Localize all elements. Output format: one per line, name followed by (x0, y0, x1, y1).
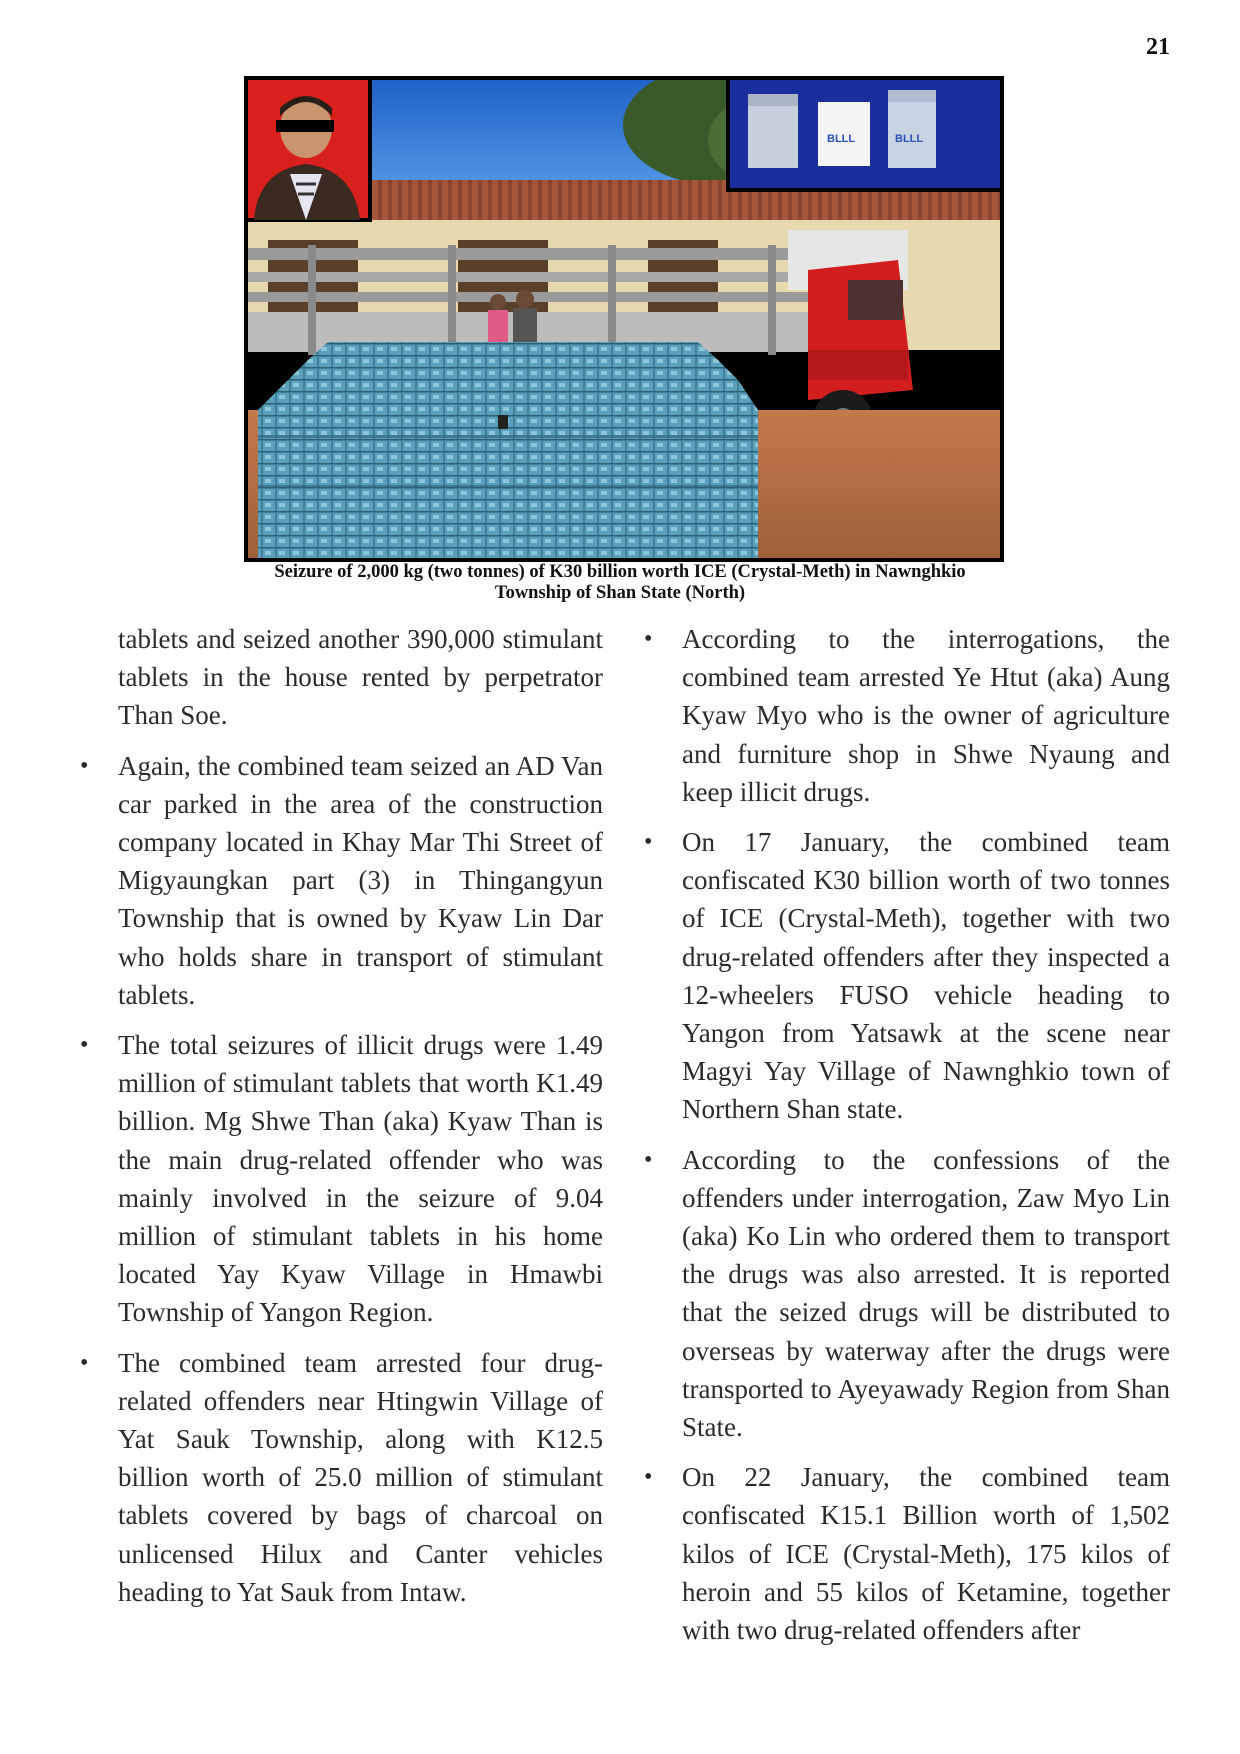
figure-caption (170, 562, 1070, 604)
left-column (80, 620, 603, 1611)
bullet-item: • According to the interrogations, the combined team arrested Ye Htut (aka) Aung Kyaw Myo who is the owner of agriculture and furniture shop in Shwe Nyaung and keep illicit drugs. (644, 620, 1170, 811)
seizure-photo (244, 76, 1004, 562)
bullet-item: • Again, the combined team seized an AD Van car parked in the area of the construction company located in Khay Mar Thi Street of Migyaungkan part (3) in Thingangyun Township that is owned by Kyaw Lin Dar who holds share in transport of stimulant tablets. (80, 747, 603, 1014)
package-label: BLLL (895, 133, 924, 145)
continuation-paragraph: tablets and seized another 390,000 stimulant tablets in the house rented by perpetrator Than Soe. (118, 624, 603, 731)
seizure-photo-scene (248, 80, 1000, 558)
caption-line: Township of Shan State (North) (494, 583, 746, 603)
bullet-item: • The combined team arrested four drug-related offenders near Htingwin Village of Yat Sauk Township, along with K12.5 billion worth of 25.0 million of stimulant tablets covered by bags of charcoal on unlicensed Hilux and Canter vehicles heading to Yat Sauk from Intaw. (80, 1344, 603, 1611)
bullet-item: • On 17 January, the combined team confiscated K30 billion worth of two tonnes of ICE (Crystal-Meth), together with two drug-related offenders after they inspected a 12-wheelers FUSO vehicle heading to Yangon from Yatsawk at the scene near Magyi Yay Village of Nawnghkio town of Northern Shan state. (644, 823, 1170, 1129)
bullet-item: • The total seizures of illicit drugs were 1.49 million of stimulant tablets that worth K1.49 billion. Mg Shwe Than (aka) Kyaw Than is the main drug-related offender who was mainly involved in the seizure of 9.04 million of stimulant tablets in his home located Yay Kyaw Village in Hmawbi Township of Yangon Region. (80, 1026, 603, 1332)
bullet-item: • According to the confessions of the offenders under interrogation, Zaw Myo Lin (aka) Ko Lin who ordered them to transport the drugs was also arrested. It is reported that the seized drugs will be distributed to overseas by waterway after the drugs were transported to Ayeyawady Region from Shan State. (644, 1141, 1170, 1447)
page-number: 21 (1146, 34, 1170, 60)
package-label: BLLL (827, 133, 856, 145)
right-column (644, 620, 1170, 1649)
caption-line: Seizure of 2,000 kg (two tonnes) of K30 billion worth ICE (Crystal-Meth) in Nawnghkio (274, 562, 966, 582)
bullet-item: • On 22 January, the combined team confiscated K15.1 Billion worth of 1,502 kilos of ICE (Crystal-Meth), 175 kilos of heroin and 55 kilos of Ketamine, together with two drug-related offenders after (644, 1458, 1170, 1649)
